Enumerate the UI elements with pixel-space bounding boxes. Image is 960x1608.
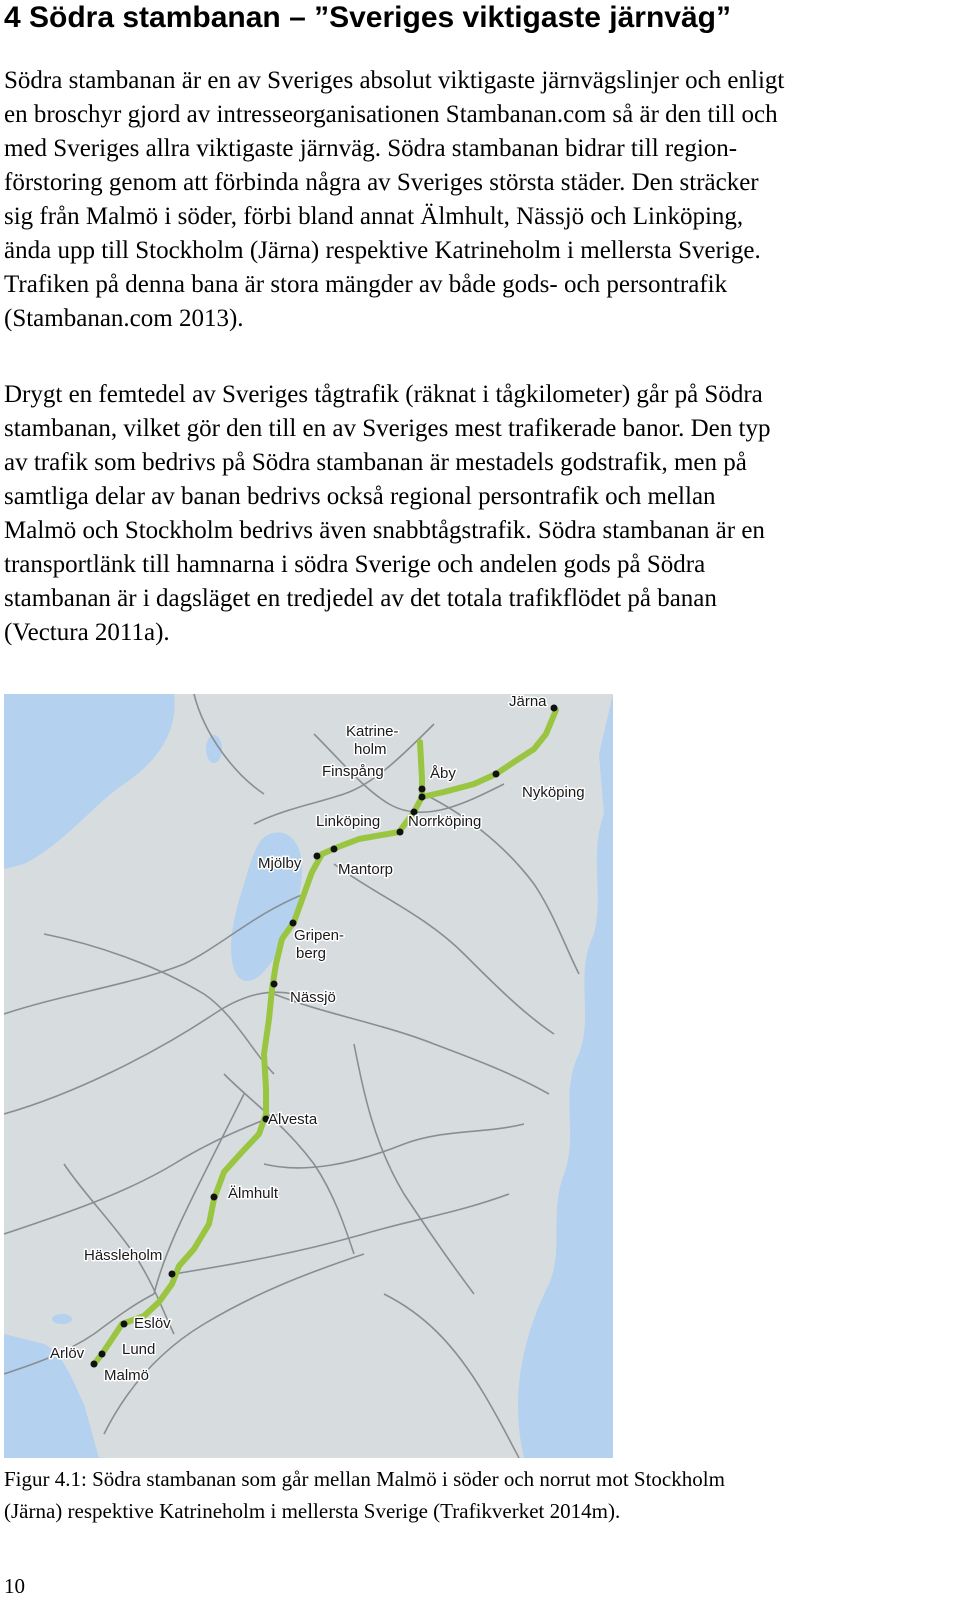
station-dot xyxy=(397,829,404,836)
map-land xyxy=(4,694,613,1458)
station-dot xyxy=(493,771,500,778)
page-number: 10 xyxy=(4,1574,25,1598)
station-dot xyxy=(211,1194,218,1201)
city-label-gripenberg: Gripen- xyxy=(294,927,345,944)
city-label-linkoping: Linköping xyxy=(316,813,381,830)
city-label-mjolby: Mjölby xyxy=(258,855,302,872)
city-label-hassleholm: Hässleholm xyxy=(84,1247,163,1264)
station-dot xyxy=(121,1321,128,1328)
station-dot xyxy=(169,1271,176,1278)
city-label-almhult: Älmhult xyxy=(228,1185,279,1202)
city-label-nassjo: Nässjö xyxy=(290,989,336,1006)
city-label-mantorp: Mantorp xyxy=(338,861,394,878)
paragraph-line: ända upp till Stockholm (Järna) respektive Katrineholm i mellersta Sverige. xyxy=(4,237,761,264)
station-dot xyxy=(290,920,297,927)
station-dot xyxy=(419,786,426,793)
city-label-gripenberg: berg xyxy=(296,945,327,962)
paragraph-line: transportlänk till hamnarna i södra Sverige och andelen gods på Södra xyxy=(4,551,706,578)
caption-line: (Järna) respektive Katrineholm i mellersta Sverige (Trafikverket 2014m). xyxy=(4,1499,621,1523)
paragraph-line: (Stambanan.com 2013). xyxy=(4,305,244,332)
paragraph-line: en broschyr gjord av intresseorganisationen Stambanan.com så är den till och xyxy=(4,101,778,128)
paragraph-intro xyxy=(4,64,954,336)
caption-line: Figur 4.1: Södra stambanan som går mellan Malmö i söder och norrut mot Stockholm xyxy=(4,1467,725,1491)
city-label-finspang: Finspång xyxy=(322,763,384,780)
paragraph-line: stambanan, vilket gör den till en av Sveriges mest trafikerade banor. Den typ xyxy=(4,415,771,442)
paragraph-line: Södra stambanan är en av Sveriges absolut viktigaste järnvägslinjer och enligt xyxy=(4,67,785,94)
station-dot xyxy=(419,794,426,801)
city-label-eslov: Eslöv xyxy=(134,1315,171,1332)
city-label-nykoping: Nyköping xyxy=(522,784,585,801)
city-label-lund: Lund xyxy=(122,1341,156,1358)
section-heading: 4 Södra stambanan – ”Sveriges viktigaste järnväg” xyxy=(4,1,731,34)
paragraph-line: Drygt en femtedel av Sveriges tågtrafik (räknat i tågkilometer) går på Södra xyxy=(4,381,763,408)
city-label-norrkoping: Norrköping xyxy=(408,813,482,830)
paragraph-line: samtliga delar av banan bedrivs också regional persontrafik och mellan xyxy=(4,483,716,510)
paragraph-line: av trafik som bedrivs på Södra stambanan är mestadels godstrafik, men på xyxy=(4,449,747,476)
city-label-katrineholm: holm xyxy=(354,741,387,758)
station-dot xyxy=(331,846,338,853)
paragraph-line: med Sveriges allra viktigaste järnväg. Södra stambanan bidrar till region- xyxy=(4,135,738,162)
paragraph-line: (Vectura 2011a). xyxy=(4,619,170,646)
city-label-katrineholm: Katrine- xyxy=(346,723,399,740)
station-dot xyxy=(551,705,558,712)
city-label-aby: Åby xyxy=(430,765,456,782)
railway-map xyxy=(4,694,613,1458)
station-dot xyxy=(99,1351,106,1358)
paragraph-line: sig från Malmö i söder, förbi bland annat Älmhult, Nässjö och Linköping, xyxy=(4,203,744,230)
city-label-arlov: Arlöv xyxy=(50,1345,85,1362)
figure-caption xyxy=(4,1463,725,1527)
station-dot xyxy=(91,1361,98,1368)
city-label-malmo: Malmö xyxy=(104,1367,150,1384)
station-dot xyxy=(271,981,278,988)
paragraph-line: stambanan är i dagsläget en tredjedel av det totala trafikflödet på banan xyxy=(4,585,717,612)
city-label-alvesta: Alvesta xyxy=(268,1111,318,1128)
city-label-jarna: Järna xyxy=(509,694,547,710)
railway-map-svg xyxy=(4,694,613,1458)
map-lake-small xyxy=(52,1314,72,1324)
station-dot xyxy=(314,853,321,860)
paragraph-line: Trafiken på denna bana är stora mängder av både gods- och persontrafik xyxy=(4,271,728,298)
paragraph-line: förstoring genom att förbinda några av Sveriges största städer. Den sträcker xyxy=(4,169,759,196)
paragraph-traffic xyxy=(4,378,954,650)
paragraph-line: Malmö och Stockholm bedrivs även snabbtågstrafik. Södra stambanan är en xyxy=(4,517,765,544)
